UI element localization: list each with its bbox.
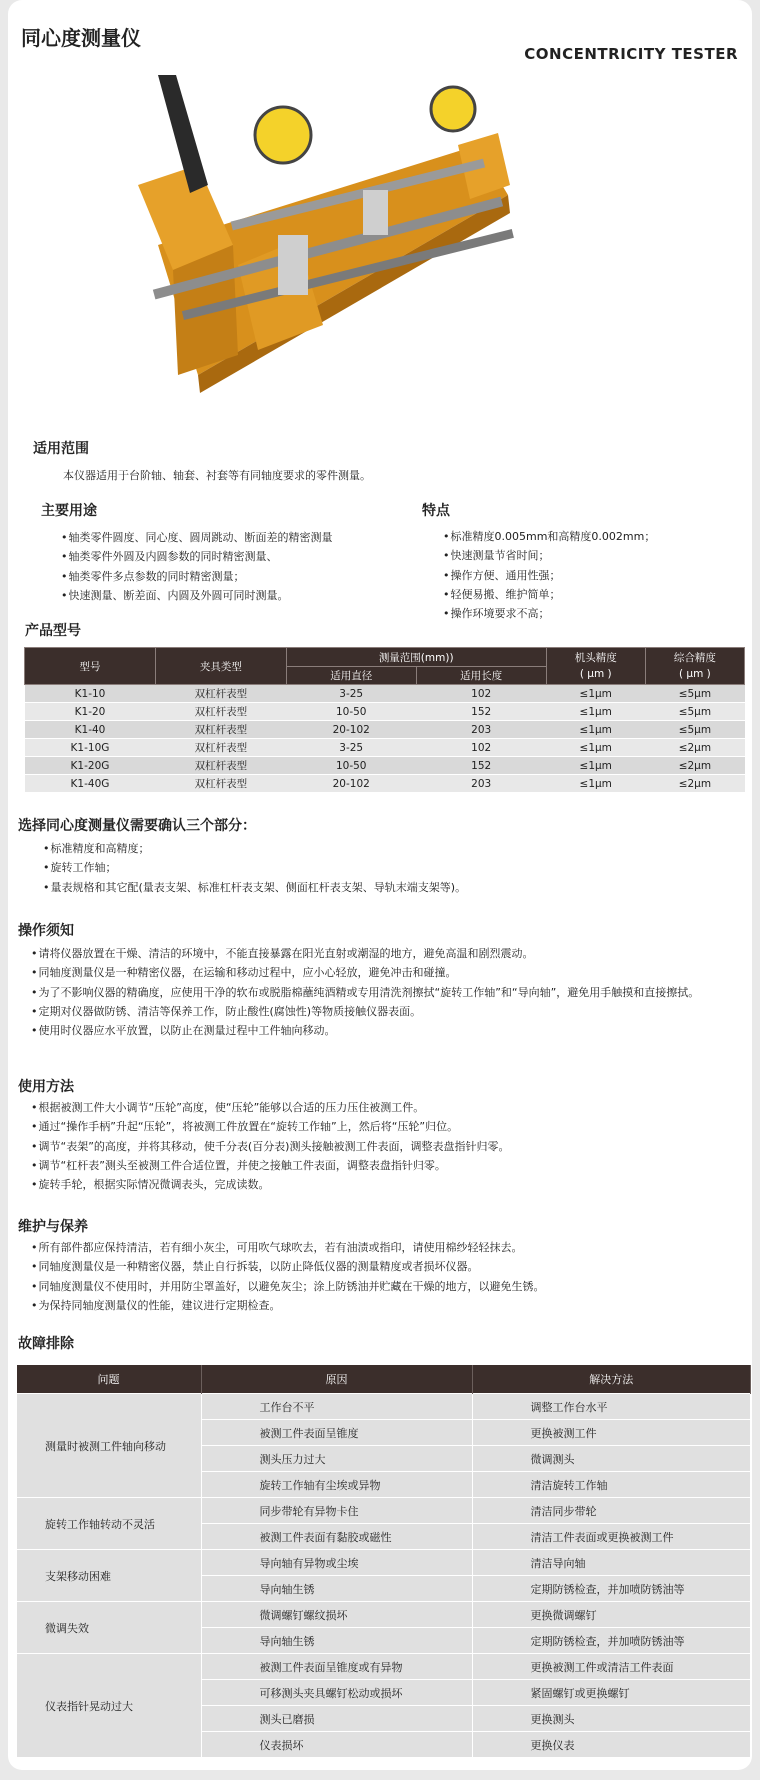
cause-cell: 可移测头夹具螺钉松动或损坏 — [201, 1680, 472, 1706]
problem-cell: 旋转工作轴转动不灵活 — [17, 1498, 202, 1550]
maint-list — [31, 1238, 545, 1315]
cause-cell: 被测工件表面呈锥度 — [201, 1420, 472, 1446]
cause-cell: 工作台不平 — [201, 1394, 472, 1420]
col-clamp: 夹具类型 — [155, 648, 286, 685]
list-item: • 轻便易搬、维护简单； — [443, 585, 655, 604]
table-cell: 双杠杆表型 — [155, 685, 286, 703]
list-item: • 同轴度测量仪是一种精密仪器，在运输和移动过程中，应小心轻放，避免冲击和碰撞。 — [31, 963, 699, 982]
page-title: 同心度测量仪 — [21, 26, 141, 50]
total-acc-label: 综合精度 — [673, 652, 716, 664]
col-model: 型号 — [25, 648, 156, 685]
solution-cell: 微调测头 — [472, 1446, 751, 1472]
table-cell: ≤1μm — [546, 685, 645, 703]
col-length: 适用长度 — [416, 667, 546, 685]
table-cell: 双杠杆表型 — [155, 775, 286, 793]
table-cell: ≤1μm — [546, 757, 645, 775]
notice-list — [31, 944, 699, 1040]
table-cell: ≤5μm — [645, 703, 744, 721]
list-item: • 操作方便、通用性强； — [443, 566, 655, 585]
table-row — [25, 721, 745, 739]
table-cell: ≤1μm — [546, 703, 645, 721]
table-cell: 152 — [416, 703, 546, 721]
solution-cell: 紧固螺钉或更换螺钉 — [472, 1680, 751, 1706]
list-item: • 轴类零件多点参数的同时精密测量； — [61, 567, 333, 586]
list-item: • 调节“杠杆表”测头至被测工件合适位置，并使之接触工件表面，调整表盘指针归零。 — [31, 1156, 509, 1175]
select-heading: 选择同心度测量仪需要确认三个部分： — [18, 818, 256, 834]
solution-cell: 清洁同步带轮 — [472, 1498, 751, 1524]
models-heading: 产品型号 — [25, 623, 81, 639]
table-row — [17, 1654, 751, 1680]
models-table — [24, 647, 745, 793]
trouble-heading: 故障排除 — [18, 1336, 74, 1352]
table-cell: 双杠杆表型 — [155, 703, 286, 721]
table-cell: ≤5μm — [645, 721, 744, 739]
list-item: • 同轴度测量仪是一种精密仪器，禁止自行拆装，以防止降低仪器的测量精度或者损坏仪器。 — [31, 1257, 545, 1276]
table-cell: 152 — [416, 757, 546, 775]
col-diameter: 适用直径 — [286, 667, 416, 685]
trouble-table — [16, 1365, 751, 1758]
usage-heading: 使用方法 — [18, 1079, 74, 1095]
table-row — [17, 1602, 751, 1628]
list-item: • 同轴度测量仪不使用时，并用防尘罩盖好，以避免灰尘；涂上防锈油并贮藏在干燥的地方，以避免生锈。 — [31, 1277, 545, 1296]
table-cell: ≤1μm — [546, 739, 645, 757]
list-item: • 根据被测工件大小调节“压轮”高度，使“压轮”能够以合适的压力压住被测工件。 — [31, 1098, 509, 1117]
cause-cell: 旋转工作轴有尘埃或异物 — [201, 1472, 472, 1498]
cause-cell: 被测工件表面有黏胶或磁性 — [201, 1524, 472, 1550]
head-acc-unit: ( μm ) — [579, 668, 612, 680]
table-cell: ≤2μm — [645, 739, 744, 757]
list-item: • 操作环境要求不高； — [443, 604, 655, 623]
table-cell: 20-102 — [286, 775, 416, 793]
list-item: • 轴类零件圆度、同心度、圆周跳动、断面差的精密测量 — [61, 528, 333, 547]
list-item: • 旋转工作轴； — [43, 858, 466, 877]
table-cell: K1-40G — [25, 775, 156, 793]
table-row — [17, 1550, 751, 1576]
cause-cell: 仪表损坏 — [201, 1732, 472, 1758]
table-cell: 3-25 — [286, 739, 416, 757]
table-cell: 102 — [416, 739, 546, 757]
list-item: • 所有部件都应保持清洁，若有细小灰尘，可用吹气球吹去，若有油渍或指印，请使用棉纱轻轻抹去。 — [31, 1238, 545, 1257]
col-range: 测量范围(mm)) — [286, 648, 546, 667]
cause-cell: 导向轴有异物或尘埃 — [201, 1550, 472, 1576]
table-row — [25, 775, 745, 793]
list-item: • 旋转手轮，根据实际情况微调表头，完成读数。 — [31, 1175, 509, 1194]
list-item: • 定期对仪器做防锈、清洁等保养工作，防止酸性(腐蚀性)等物质接触仪器表面。 — [31, 1002, 699, 1021]
problem-cell: 微调失效 — [17, 1602, 202, 1654]
maint-heading: 维护与保养 — [18, 1219, 88, 1235]
table-cell: K1-10G — [25, 739, 156, 757]
cause-cell: 被测工件表面呈锥度或有异物 — [201, 1654, 472, 1680]
table-cell: 203 — [416, 775, 546, 793]
product-photo — [138, 75, 578, 415]
list-item: • 通过“操作手柄”升起“压轮”，将被测工件放置在“旋转工作轴”上，然后将“压轮”归位。 — [31, 1117, 509, 1136]
table-cell: 10-50 — [286, 757, 416, 775]
features-heading: 特点 — [422, 503, 450, 519]
table-cell: 10-50 — [286, 703, 416, 721]
table-cell: K1-10 — [25, 685, 156, 703]
scope-text: 本仪器适用于台阶轴、轴套、衬套等有同轴度要求的零件测量。 — [63, 469, 371, 482]
list-item: • 标准精度和高精度； — [43, 839, 466, 858]
col-head-acc — [546, 648, 645, 685]
table-row — [25, 739, 745, 757]
list-item: • 调节“表架”的高度，并将其移动，使千分表(百分表)测头接触被测工件表面，调整表盘指针归零。 — [31, 1137, 509, 1156]
solution-cell: 清洁工件表面或更换被测工件 — [472, 1524, 751, 1550]
solution-cell: 定期防锈检查，并加喷防锈油等 — [472, 1628, 751, 1654]
notice-heading: 操作须知 — [18, 923, 74, 939]
list-item: • 量表规格和其它配(量表支架、标准杠杆表支架、侧面杠杆表支架、导轨末端支架等)。 — [43, 878, 466, 897]
list-item: • 快速测量、断差面、内圆及外圆可同时测量。 — [61, 586, 333, 605]
list-item: • 标准精度0.005mm和高精度0.002mm； — [443, 527, 655, 546]
total-acc-unit: ( μm ) — [679, 668, 711, 680]
head-acc-label: 机头精度 — [574, 652, 617, 664]
uses-list — [61, 528, 333, 605]
col-cause: 原因 — [201, 1365, 472, 1394]
table-row — [25, 703, 745, 721]
problem-cell: 仪表指针晃动过大 — [17, 1654, 202, 1758]
list-item: • 为保持同轴度测量仪的性能，建议进行定期检查。 — [31, 1296, 545, 1315]
product-page — [8, 0, 752, 1770]
select-list — [43, 839, 466, 897]
col-solution: 解决方法 — [472, 1365, 751, 1394]
solution-cell: 清洁导向轴 — [472, 1550, 751, 1576]
features-list — [443, 527, 655, 623]
table-cell: K1-20 — [25, 703, 156, 721]
table-cell: ≤5μm — [645, 685, 744, 703]
solution-cell: 更换微调螺钉 — [472, 1602, 751, 1628]
solution-cell: 更换测头 — [472, 1706, 751, 1732]
cause-cell: 微调螺钉螺纹损坏 — [201, 1602, 472, 1628]
table-cell: 双杠杆表型 — [155, 739, 286, 757]
uses-heading: 主要用途 — [41, 503, 97, 519]
solution-cell: 清洁旋转工作轴 — [472, 1472, 751, 1498]
table-cell: 20-102 — [286, 721, 416, 739]
table-cell: 102 — [416, 685, 546, 703]
cause-cell: 测头已磨损 — [201, 1706, 472, 1732]
table-cell: K1-20G — [25, 757, 156, 775]
cause-cell: 导向轴生锈 — [201, 1576, 472, 1602]
solution-cell: 调整工作台水平 — [472, 1394, 751, 1420]
list-item: • 轴类零件外圆及内圆参数的同时精密测量、 — [61, 547, 333, 566]
solution-cell: 更换仪表 — [472, 1732, 751, 1758]
table-cell: ≤2μm — [645, 775, 744, 793]
table-cell: 203 — [416, 721, 546, 739]
table-cell: ≤2μm — [645, 757, 744, 775]
cause-cell: 同步带轮有异物卡住 — [201, 1498, 472, 1524]
table-row — [17, 1394, 751, 1420]
table-cell: ≤1μm — [546, 775, 645, 793]
table-row — [25, 685, 745, 703]
list-item: • 快速测量节省时间； — [443, 546, 655, 565]
table-row — [17, 1498, 751, 1524]
list-item: • 使用时仪器应水平放置，以防止在测量过程中工件轴向移动。 — [31, 1021, 699, 1040]
col-total-acc — [645, 648, 744, 685]
scope-heading: 适用范围 — [33, 441, 89, 457]
table-cell: 双杠杆表型 — [155, 721, 286, 739]
cause-cell: 导向轴生锈 — [201, 1628, 472, 1654]
list-item: • 为了不影响仪器的精确度，应使用干净的软布或脱脂棉蘸纯酒精或专用清洗剂擦拭“旋转工作轴”和“导向轴”，避免用手触摸和直接擦拭。 — [31, 983, 699, 1002]
table-row — [25, 757, 745, 775]
table-cell: 双杠杆表型 — [155, 757, 286, 775]
table-cell: ≤1μm — [546, 721, 645, 739]
solution-cell: 更换被测工件 — [472, 1420, 751, 1446]
list-item: • 请将仪器放置在干燥、清洁的环境中，不能直接暴露在阳光直射或潮湿的地方，避免高温和剧烈震动。 — [31, 944, 699, 963]
cause-cell: 测头压力过大 — [201, 1446, 472, 1472]
solution-cell: 定期防锈检查，并加喷防锈油等 — [472, 1576, 751, 1602]
usage-list — [31, 1098, 509, 1194]
problem-cell: 测量时被测工件轴向移动 — [17, 1394, 202, 1498]
col-problem: 问题 — [17, 1365, 202, 1394]
table-cell: K1-40 — [25, 721, 156, 739]
table-cell: 3-25 — [286, 685, 416, 703]
solution-cell: 更换被测工件或清洁工件表面 — [472, 1654, 751, 1680]
problem-cell: 支架移动困难 — [17, 1550, 202, 1602]
page-title-en: CONCENTRICITY TESTER — [524, 45, 738, 63]
